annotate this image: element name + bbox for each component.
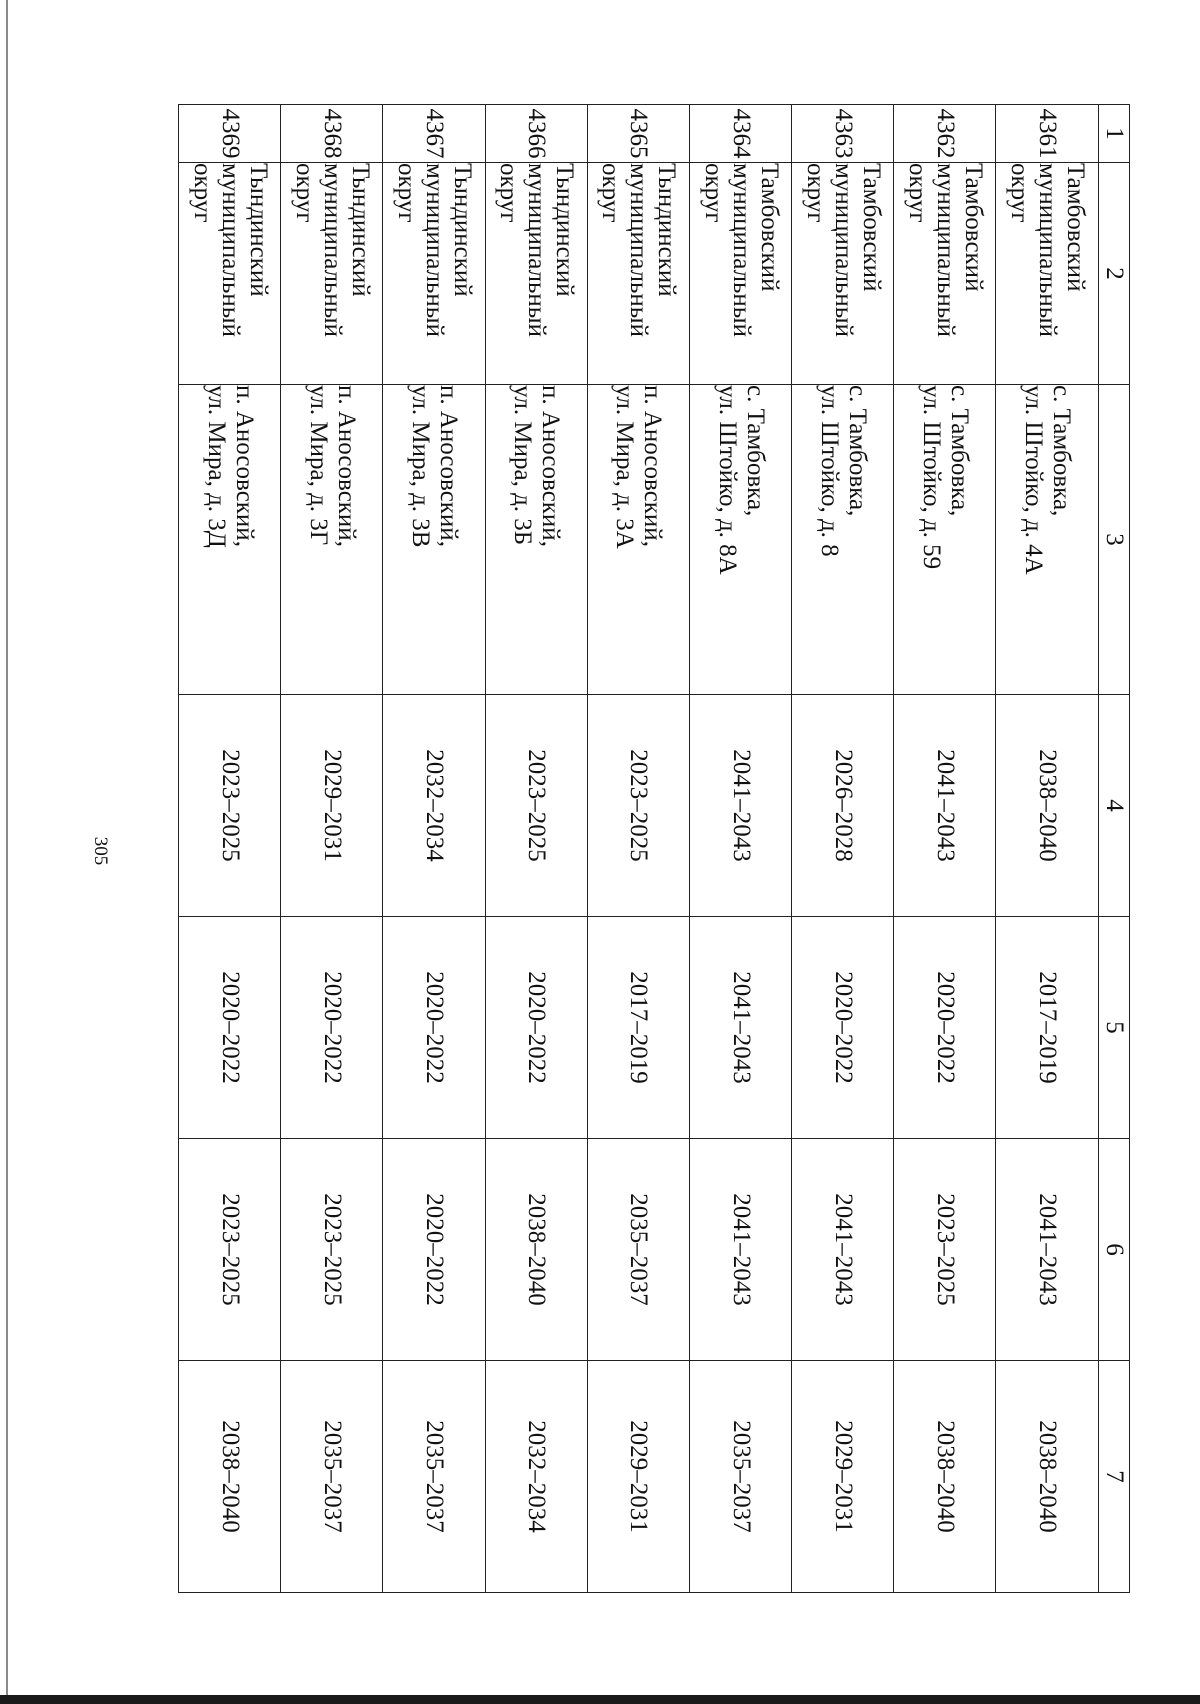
header-cell: 7 — [1098, 1361, 1129, 1593]
year-range-cell: 2035–2037 — [281, 1361, 383, 1593]
district-line: округ — [597, 163, 625, 223]
table-row — [996, 105, 1098, 1593]
district-line: Тамбовский — [755, 163, 783, 292]
district-cell — [689, 163, 791, 385]
district-line: округ — [393, 163, 421, 223]
address-cell — [383, 385, 485, 695]
year-range-cell: 2023–2025 — [485, 695, 587, 917]
table-row — [792, 105, 894, 1593]
header-cell: 1 — [1098, 105, 1129, 163]
table-row — [179, 105, 281, 1593]
district-line: округ — [290, 163, 318, 223]
district-line: Тамбовский — [1062, 163, 1090, 292]
district-line: Тындинский — [653, 163, 681, 297]
row-number-cell: 4368 — [281, 105, 383, 163]
header-cell: 4 — [1098, 695, 1129, 917]
year-range-cell: 2035–2037 — [689, 1361, 791, 1593]
district-line: муниципальный — [421, 163, 449, 337]
year-range-cell: 2038–2040 — [996, 695, 1098, 917]
address-cell — [894, 385, 996, 695]
district-line: округ — [903, 163, 931, 223]
table-row — [894, 105, 996, 1593]
address-line: ул. Штойко, д. 4А — [1020, 385, 1048, 575]
district-line: Тамбовский — [857, 163, 885, 292]
row-number-cell: 4365 — [587, 105, 689, 163]
table-row — [281, 105, 383, 1593]
table-row — [383, 105, 485, 1593]
address-line: ул. Мира, д. 3Б — [509, 385, 537, 546]
address-cell — [485, 385, 587, 695]
district-line: Тындинский — [244, 163, 272, 297]
table-row — [485, 105, 587, 1593]
year-range-cell: 2041–2043 — [792, 1139, 894, 1361]
year-range-cell: 2020–2022 — [894, 917, 996, 1139]
address-line: с. Тамбовка, — [1048, 385, 1076, 517]
district-cell — [894, 163, 996, 385]
district-cell — [383, 163, 485, 385]
district-line: Тындинский — [346, 163, 374, 297]
scan-frame-left — [6, 0, 8, 1704]
district-line: муниципальный — [625, 163, 653, 337]
year-range-cell: 2038–2040 — [996, 1361, 1098, 1593]
address-line: п. Аносовский, — [435, 385, 463, 547]
row-number-cell: 4363 — [792, 105, 894, 163]
district-line: муниципальный — [727, 163, 755, 337]
district-line: муниципальный — [318, 163, 346, 337]
district-cell — [587, 163, 689, 385]
row-number-cell: 4361 — [996, 105, 1098, 163]
address-line: ул. Штойко, д. 8 — [815, 385, 843, 557]
header-cell: 3 — [1098, 385, 1129, 695]
district-line: округ — [699, 163, 727, 223]
year-range-cell: 2038–2040 — [179, 1361, 281, 1593]
year-range-cell: 2029–2031 — [587, 1361, 689, 1593]
address-line: с. Тамбовка, — [741, 385, 769, 517]
address-cell — [792, 385, 894, 695]
row-number-cell: 4362 — [894, 105, 996, 163]
district-line: муниципальный — [216, 163, 244, 337]
address-cell — [996, 385, 1098, 695]
district-line: муниципальный — [931, 163, 959, 337]
district-cell — [792, 163, 894, 385]
year-range-cell: 2020–2022 — [792, 917, 894, 1139]
document-table-container — [178, 104, 1130, 1592]
district-line: округ — [495, 163, 523, 223]
scan-frame-bottom — [0, 1695, 1200, 1704]
year-range-cell: 2035–2037 — [383, 1361, 485, 1593]
district-line: округ — [188, 163, 216, 223]
table-row — [587, 105, 689, 1593]
district-line: округ — [801, 163, 829, 223]
address-cell — [689, 385, 791, 695]
district-line: Тындинский — [449, 163, 477, 297]
district-cell — [281, 163, 383, 385]
address-line: ул. Мира, д. 3Г — [304, 385, 332, 546]
year-range-cell: 2038–2040 — [894, 1361, 996, 1593]
year-range-cell: 2029–2031 — [281, 695, 383, 917]
year-range-cell: 2023–2025 — [894, 1139, 996, 1361]
district-line: муниципальный — [829, 163, 857, 337]
district-line: Тындинский — [551, 163, 579, 297]
district-line: округ — [1006, 163, 1034, 223]
year-range-cell: 2023–2025 — [179, 1139, 281, 1361]
address-cell — [179, 385, 281, 695]
table-header-row — [1098, 105, 1129, 1593]
district-cell — [485, 163, 587, 385]
address-cell — [587, 385, 689, 695]
row-number-cell: 4366 — [485, 105, 587, 163]
address-line: ул. Мира, д. 3Д — [202, 385, 230, 548]
address-line: ул. Мира, д. 3В — [407, 385, 435, 548]
row-number-cell: 4367 — [383, 105, 485, 163]
year-range-cell: 2017–2019 — [587, 917, 689, 1139]
year-range-cell: 2032–2034 — [485, 1361, 587, 1593]
year-range-cell: 2020–2022 — [383, 1139, 485, 1361]
address-line: ул. Штойко, д. 8А — [713, 385, 741, 575]
year-range-cell: 2023–2025 — [179, 695, 281, 917]
district-line: муниципальный — [1034, 163, 1062, 337]
year-range-cell: 2023–2025 — [587, 695, 689, 917]
year-range-cell: 2035–2037 — [587, 1139, 689, 1361]
year-range-cell: 2029–2031 — [792, 1361, 894, 1593]
year-range-cell: 2041–2043 — [689, 695, 791, 917]
address-cell — [281, 385, 383, 695]
year-range-cell: 2023–2025 — [281, 1139, 383, 1361]
address-line: ул. Мира, д. 3А — [611, 385, 639, 549]
year-range-cell: 2041–2043 — [996, 1139, 1098, 1361]
address-line: п. Аносовский, — [332, 385, 360, 547]
header-cell: 2 — [1098, 163, 1129, 385]
address-line: п. Аносовский, — [537, 385, 565, 547]
district-line: Тамбовский — [959, 163, 987, 292]
year-range-cell: 2038–2040 — [485, 1139, 587, 1361]
district-line: муниципальный — [523, 163, 551, 337]
year-range-cell: 2020–2022 — [383, 917, 485, 1139]
district-cell — [179, 163, 281, 385]
table-row — [689, 105, 791, 1593]
year-range-cell: 2041–2043 — [689, 917, 791, 1139]
year-range-cell: 2020–2022 — [179, 917, 281, 1139]
year-range-cell: 2017–2019 — [996, 917, 1098, 1139]
header-cell: 5 — [1098, 917, 1129, 1139]
year-range-cell: 2026–2028 — [792, 695, 894, 917]
address-line: п. Аносовский, — [230, 385, 258, 547]
header-cell: 6 — [1098, 1139, 1129, 1361]
row-number-cell: 4364 — [689, 105, 791, 163]
year-range-cell: 2020–2022 — [485, 917, 587, 1139]
year-range-cell: 2041–2043 — [689, 1139, 791, 1361]
document-table — [178, 104, 1130, 1593]
address-line: ул. Штойко, д. 59 — [917, 385, 945, 570]
address-line: п. Аносовский, — [639, 385, 667, 547]
year-range-cell: 2020–2022 — [281, 917, 383, 1139]
address-line: с. Тамбовка, — [843, 385, 871, 517]
address-line: с. Тамбовка, — [945, 385, 973, 517]
district-cell — [996, 163, 1098, 385]
year-range-cell: 2041–2043 — [894, 695, 996, 917]
row-number-cell: 4369 — [179, 105, 281, 163]
year-range-cell: 2032–2034 — [383, 695, 485, 917]
page-number: 305 — [90, 836, 111, 866]
